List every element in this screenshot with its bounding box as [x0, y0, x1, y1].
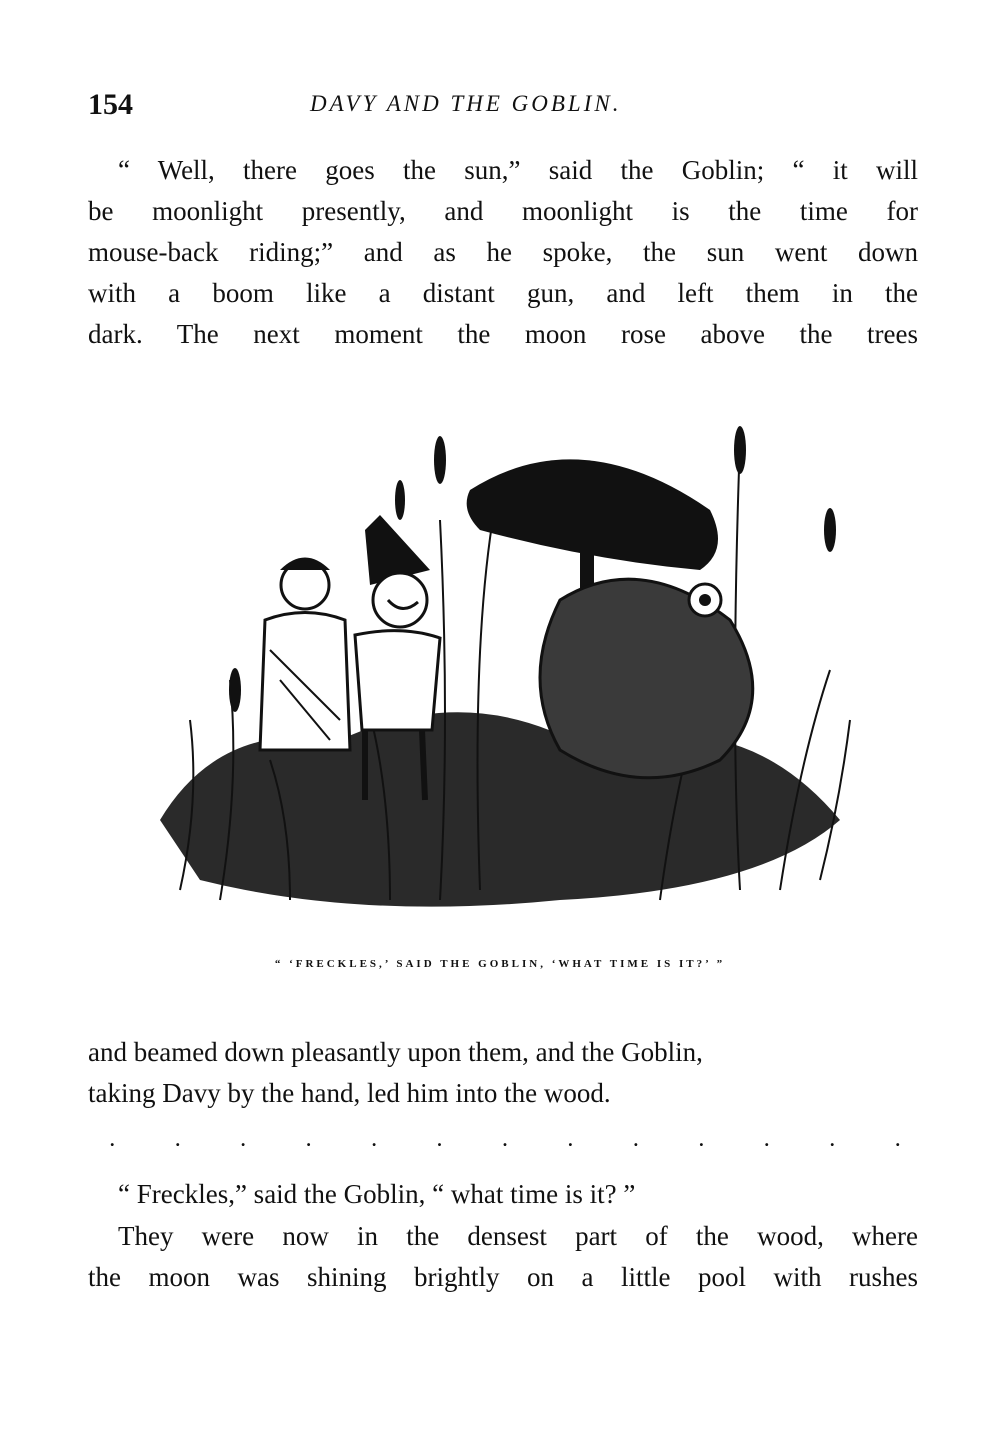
text-line: dark. The next moment the moon rose above the trees	[88, 319, 918, 349]
paragraph-3	[88, 1174, 918, 1215]
separator-dot: .	[306, 1130, 311, 1150]
separator-dot: .	[175, 1130, 180, 1150]
text-line: with a boom like a distant gun, and left them in the	[88, 278, 918, 308]
goblin-illustration	[140, 420, 860, 930]
frog-figure	[540, 579, 753, 778]
text-line: the moon was shining brightly on a little pool with rushes	[88, 1262, 918, 1292]
separator-dot: .	[110, 1130, 115, 1150]
section-separator	[110, 1130, 900, 1151]
separator-dot: .	[829, 1130, 835, 1150]
separator-dot: .	[568, 1130, 573, 1150]
separator-dot: .	[502, 1130, 508, 1150]
paragraph-1	[88, 150, 918, 355]
separator-dot: .	[240, 1130, 246, 1150]
running-head: DAVY AND THE GOBLIN.	[310, 91, 622, 116]
text-line: “ Freckles,” said the Goblin, “ what time is it? ”	[118, 1179, 636, 1209]
separator-dot: .	[699, 1130, 704, 1150]
illustration-caption: “ ‘FRECKLES,’ SAID THE GOBLIN, ‘WHAT TIME IS IT?’ ”	[274, 958, 726, 970]
separator-dot: .	[895, 1130, 900, 1150]
text-line: “ Well, there goes the sun,” said the Goblin; “ it will	[118, 155, 918, 185]
page-number: 154	[88, 88, 133, 121]
text-line: taking Davy by the hand, led him into the wood.	[88, 1078, 611, 1108]
separator-dot: .	[633, 1130, 639, 1150]
text-line: They were now in the densest part of the wood, where	[118, 1221, 918, 1251]
text-line: mouse-back riding;” and as he spoke, the sun went down	[88, 237, 918, 267]
paragraph-4	[88, 1216, 918, 1298]
text-line: be moonlight presently, and moonlight is the time for	[88, 196, 918, 226]
separator-dot: .	[371, 1130, 377, 1150]
separator-dot: .	[764, 1130, 770, 1150]
separator-dot: .	[437, 1130, 442, 1150]
paragraph-2	[88, 1032, 918, 1114]
davy-figure	[260, 558, 350, 751]
text-line: and beamed down pleasantly upon them, and the Goblin,	[88, 1037, 703, 1067]
